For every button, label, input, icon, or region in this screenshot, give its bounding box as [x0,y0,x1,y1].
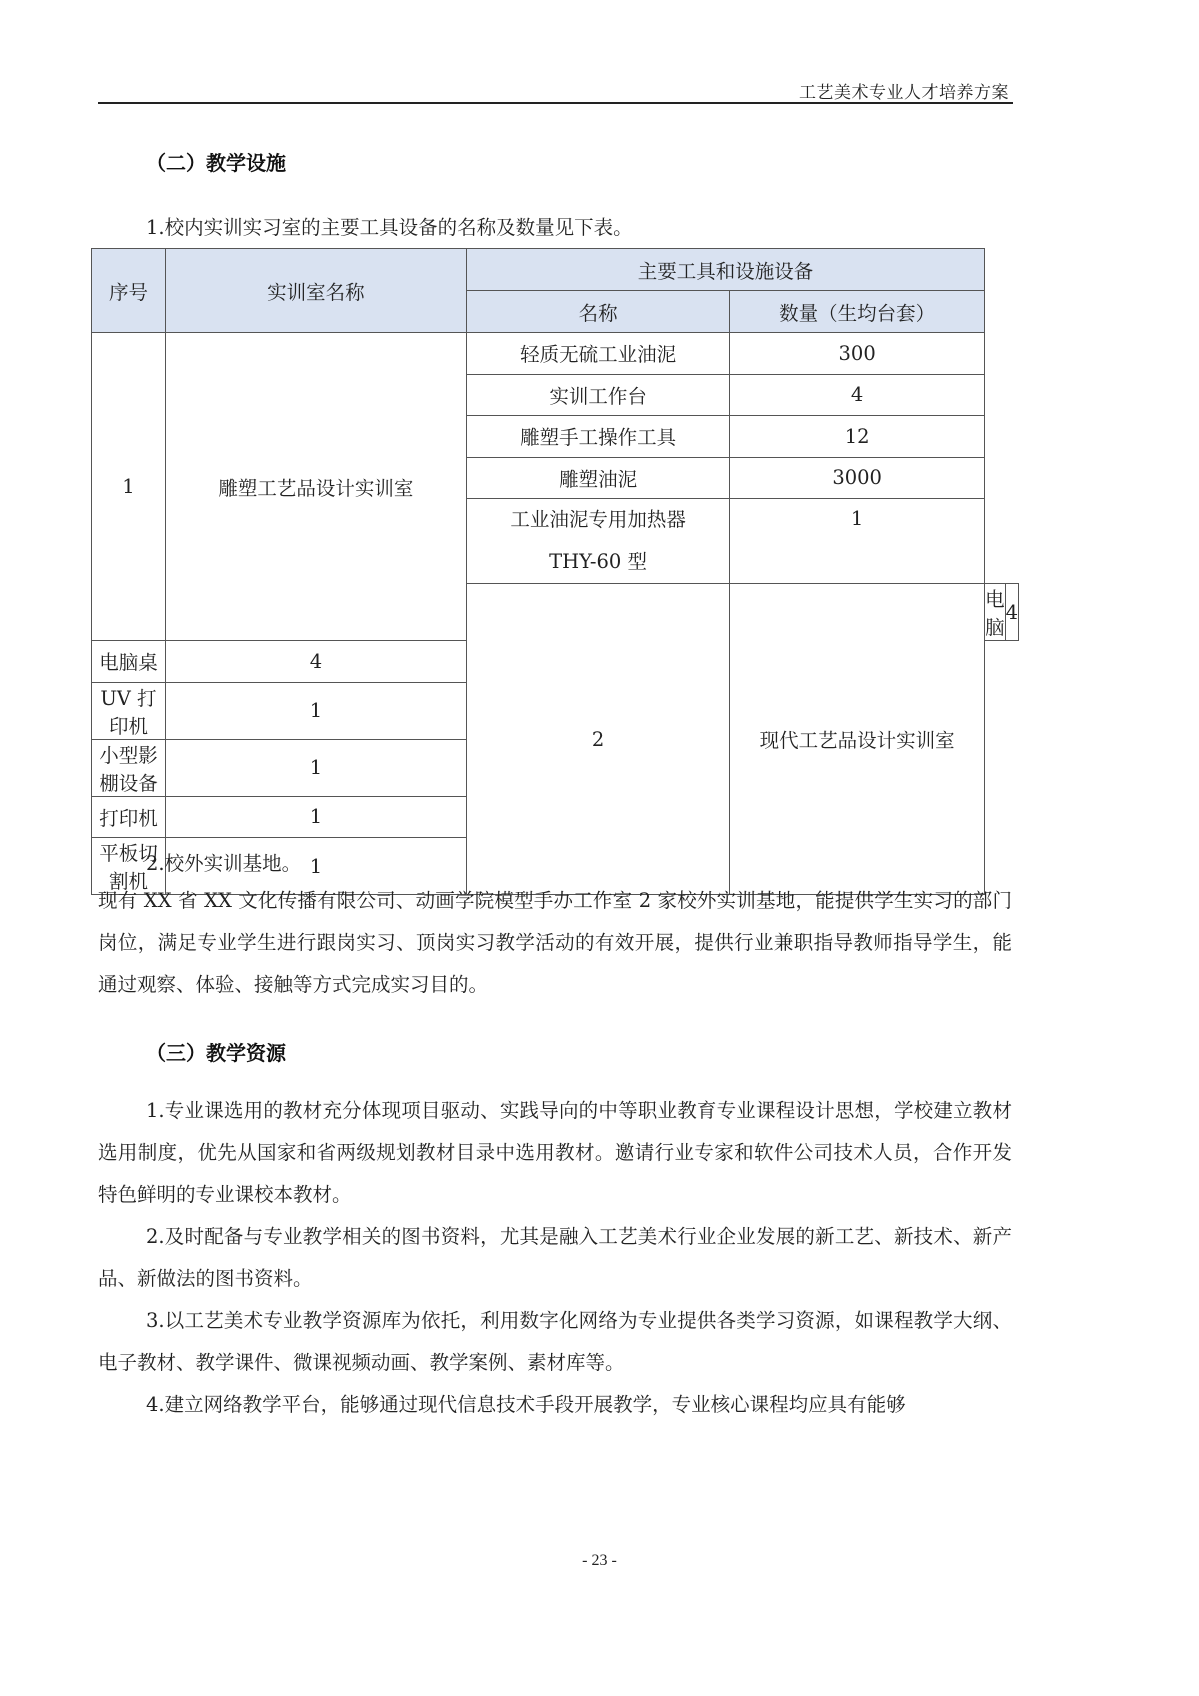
item-name: 平板切割机 [92,838,166,895]
item-qty: 4 [165,641,466,683]
table-header-row [92,249,1019,291]
item-name: 雕塑手工操作工具 [466,416,729,458]
table-row [92,333,1019,375]
item-qty: 300 [730,333,985,375]
section-heading-resources: （三）教学资源 [146,1041,286,1065]
item-qty: 1 [165,838,466,895]
header-no: 序号 [92,249,166,333]
header-name: 名称 [466,291,729,333]
header-room: 实训室名称 [165,249,466,333]
resources-paragraph-1: 1.专业课选用的教材充分体现项目驱动、实践导向的中等职业教育专业课程设计思想，学校建立教材选用制度，优先从国家和省两级规划教材目录中选用教材。邀请行业专家和软件公司技术人员，合作开发特色鲜明的专业课校本教材。 [98,1099,1012,1206]
table-intro: 1.校内实训实习室的主要工具设备的名称及数量见下表。 [146,216,633,239]
item-name-line2: THY-60 型 [549,550,647,573]
item-qty: 12 [730,416,985,458]
header-equipment-group: 主要工具和设施设备 [466,249,984,291]
header-rule [98,102,1013,104]
room-no: 1 [92,333,166,641]
offsite-base-text: 现有 XX 省 XX 文化传播有限公司、动画学院模型手办工作室 2 家校外实训基地，能提供学生实习的部门岗位，满足专业学生进行跟岗实习、顶岗实习教学活动的有效开展，提供行业兼职指导教师指导学生，能通过观察、体验、接触等方式完成实习目的。 [98,889,1012,996]
item-qty: 1 [730,499,985,584]
item-name [466,499,729,584]
equipment-table [91,248,1019,895]
header-qty: 数量（生均台套） [730,291,985,333]
item-name: 实训工作台 [466,374,729,416]
item-qty: 1 [165,682,466,739]
item-name: 打印机 [92,796,166,838]
item-name: 小型影棚设备 [92,739,166,796]
item-name-line1: 工业油泥专用加热器 [510,508,686,531]
item-name: 雕塑油泥 [466,457,729,499]
offsite-base-title: 2.校外实训基地。 [146,852,302,875]
running-header-title: 工艺美术专业人才培养方案 [799,83,1009,103]
item-name: 电脑桌 [92,641,166,683]
item-qty: 1 [165,739,466,796]
room-name: 雕塑工艺品设计实训室 [165,333,466,641]
resources-paragraph-2: 2.及时配备与专业教学相关的图书资料，尤其是融入工艺美术行业企业发展的新工艺、新技术、新产品、新做法的图书资料。 [98,1225,1012,1290]
room-name: 现代工艺品设计实训室 [730,584,985,895]
item-qty: 4 [730,374,985,416]
item-qty: 3000 [730,457,985,499]
room-no: 2 [466,584,729,895]
offsite-base-body [98,880,1012,1006]
page-number: - 23 - [582,1552,617,1569]
resources-paragraph-4: 4.建立网络教学平台，能够通过现代信息技术手段开展教学，专业核心课程均应具有能够 [146,1393,906,1416]
item-name: 电脑 [985,584,1006,641]
resources-paragraph-3: 3.以工艺美术专业教学资源库为依托，利用数字化网络为专业提供各类学习资源，如课程教学大纲、电子教材、教学课件、微课视频动画、教学案例、素材库等。 [98,1309,1012,1374]
item-name: 轻质无硫工业油泥 [466,333,729,375]
item-qty: 4 [1005,584,1018,641]
item-name: UV 打印机 [92,682,166,739]
section-heading-facilities: （二）教学设施 [146,151,286,175]
item-qty: 1 [165,796,466,838]
